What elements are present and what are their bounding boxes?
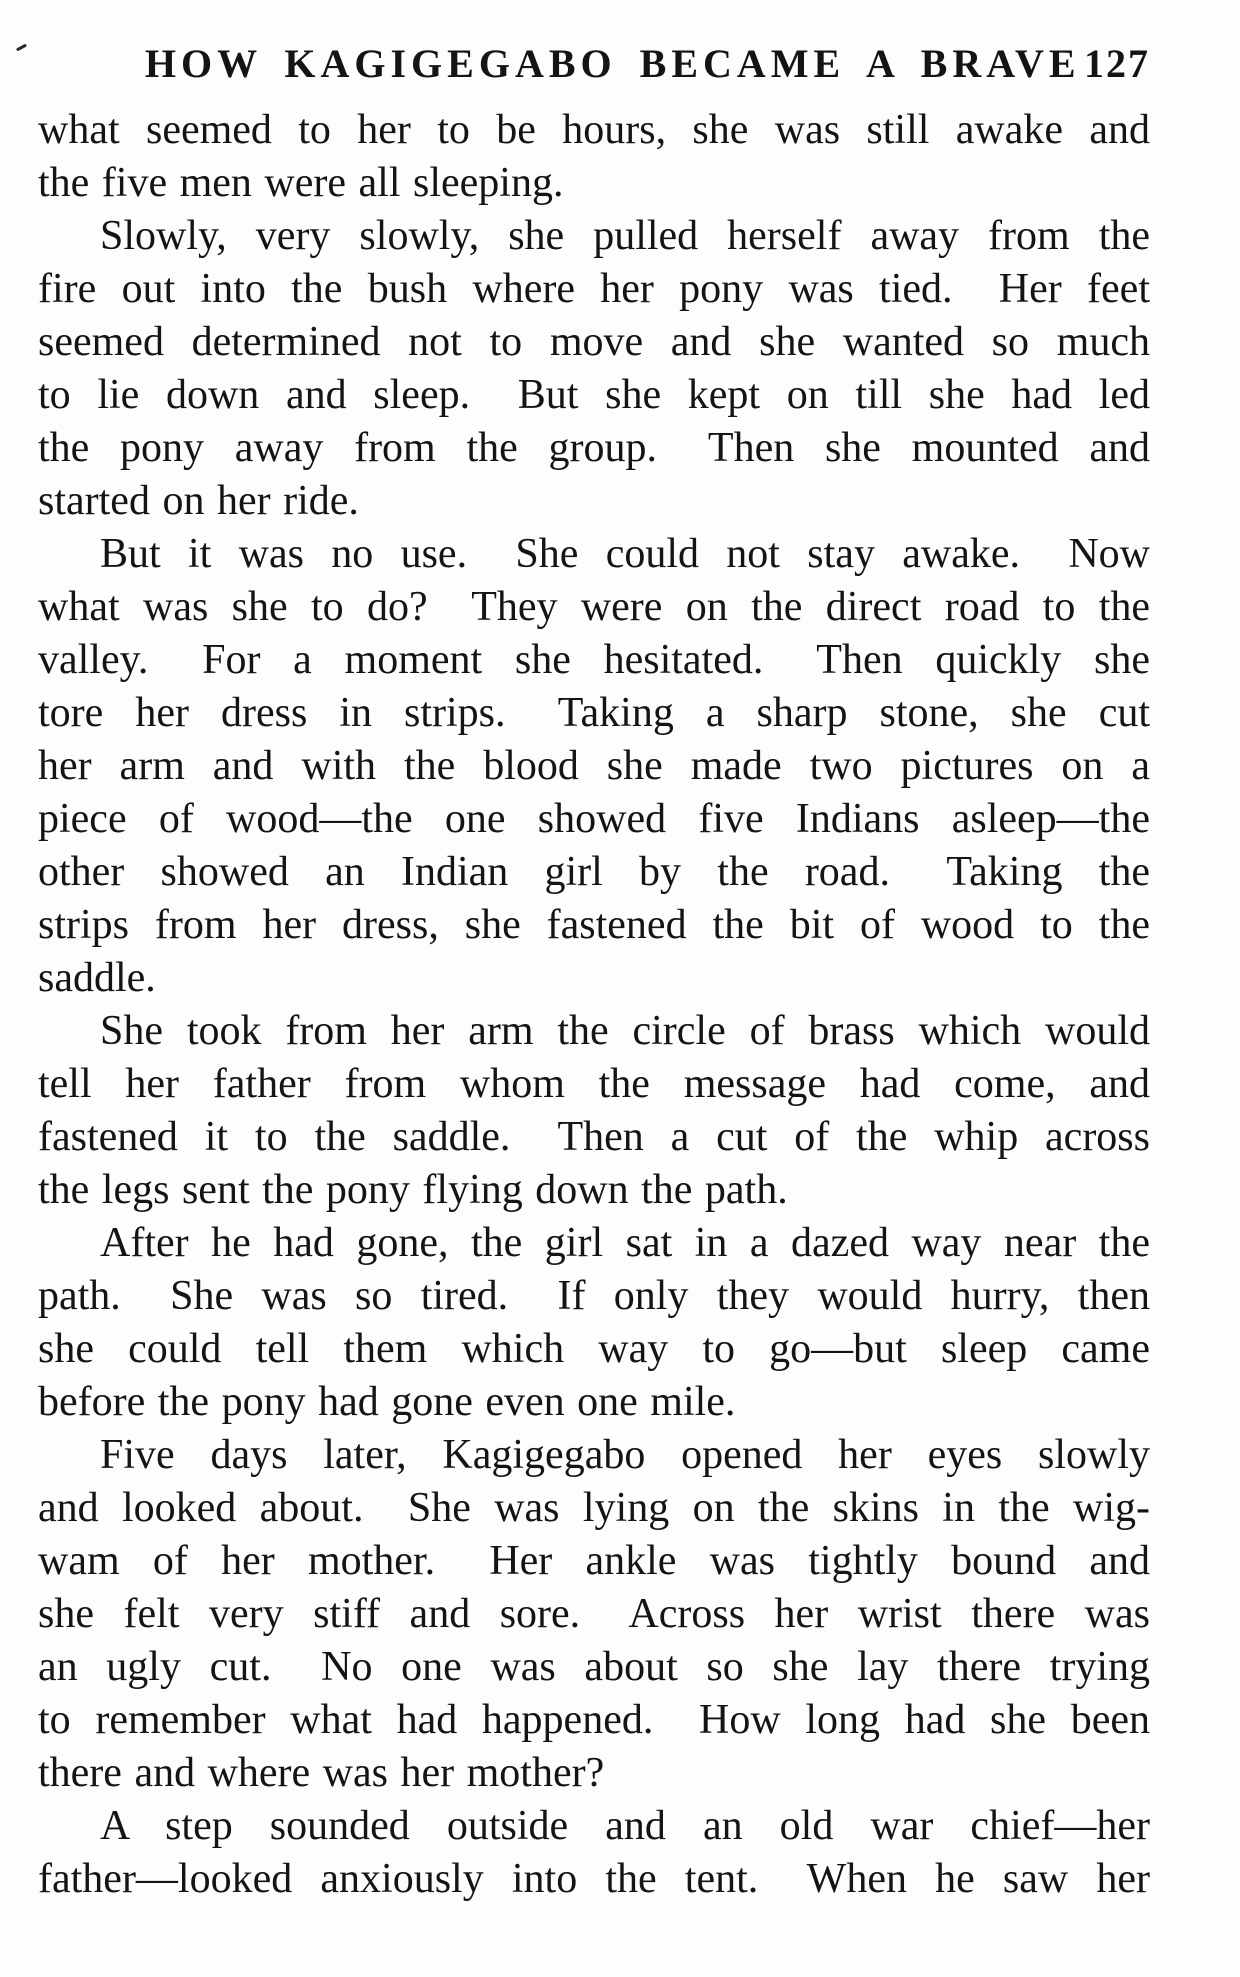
text-line: before the pony had gone even one mile. (38, 1379, 736, 1425)
paragraph (38, 104, 1150, 210)
text-line: fire out into the bush where her pony was tied. Her feet (38, 266, 1150, 312)
text-line: the pony away from the group. Then she mounted and (38, 425, 1150, 471)
text-line: what seemed to her to be hours, she was still awake and (38, 107, 1150, 153)
text-line: valley. For a moment she hesitated. Then quickly she (38, 637, 1150, 683)
ink-speck (16, 44, 27, 52)
text-line: father—looked anxiously into the tent. When he saw her (38, 1856, 1150, 1902)
text-line: She took from her arm the circle of brass which would (100, 1008, 1150, 1054)
text-line: piece of wood—the one showed five Indians asleep—the (38, 796, 1150, 842)
text-line: the five men were all sleeping. (38, 160, 564, 206)
chapter-title: HOW KAGIGEGABO BECAME A BRAVE (144, 41, 1081, 86)
text-line: to remember what had happened. How long had she been (38, 1697, 1150, 1743)
text-line: seemed determined not to move and she wanted so much (38, 319, 1150, 365)
text-line: path. She was so tired. If only they would hurry, then (38, 1273, 1150, 1319)
paragraph (38, 1217, 1150, 1429)
text-line: her arm and with the blood she made two pictures on a (38, 743, 1150, 789)
paragraph (38, 1800, 1150, 1906)
text-line: other showed an Indian girl by the road. Taking the (38, 849, 1150, 895)
text-line: Slowly, very slowly, she pulled herself away from the (100, 213, 1150, 259)
text-line: tell her father from whom the message had come, and (38, 1061, 1150, 1107)
text-line: she felt very stiff and sore. Across her wrist there was (38, 1591, 1150, 1637)
paragraph (38, 528, 1150, 1005)
text-line: A step sounded outside and an old war chief—her (100, 1803, 1150, 1849)
text-line: tore her dress in strips. Taking a sharp stone, she cut (38, 690, 1150, 736)
running-header (38, 40, 1150, 86)
text-line: saddle. (38, 955, 156, 1001)
page-body (38, 104, 1150, 1906)
paragraph (38, 1005, 1150, 1217)
text-line: But it was no use. She could not stay awake. Now (100, 531, 1150, 577)
text-line: wam of her mother. Her ankle was tightly bound and (38, 1538, 1150, 1584)
text-line: and looked about. She was lying on the skins in the wig- (38, 1485, 1150, 1531)
text-line: what was she to do? They were on the direct road to the (38, 584, 1150, 630)
text-line: started on her ride. (38, 478, 359, 524)
page-number: 127 (1084, 41, 1150, 86)
paragraph (38, 210, 1150, 528)
paragraph (38, 1429, 1150, 1800)
text-line: After he had gone, the girl sat in a dazed way near the (100, 1220, 1150, 1266)
text-line: fastened it to the saddle. Then a cut of the whip across (38, 1114, 1150, 1160)
text-line: there and where was her mother? (38, 1750, 605, 1796)
text-line: the legs sent the pony flying down the path. (38, 1167, 788, 1213)
text-line: an ugly cut. No one was about so she lay there trying (38, 1644, 1150, 1690)
text-line: Five days later, Kagigegabo opened her eyes slowly (100, 1432, 1150, 1478)
text-line: she could tell them which way to go—but sleep came (38, 1326, 1150, 1372)
text-line: strips from her dress, she fastened the bit of wood to the (38, 902, 1150, 948)
text-line: to lie down and sleep. But she kept on till she had led (38, 372, 1150, 418)
